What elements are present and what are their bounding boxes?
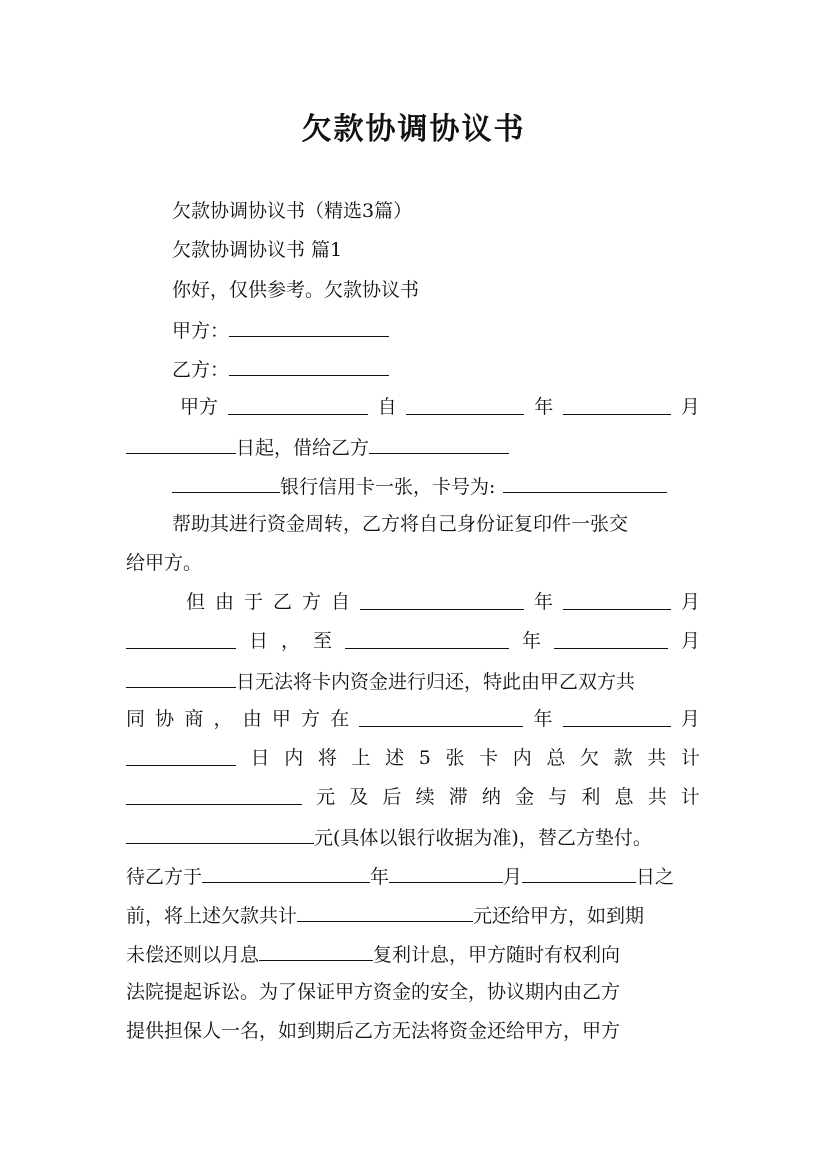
text-segment: 金 xyxy=(515,786,535,808)
party-b-blank[interactable] xyxy=(229,355,389,376)
text-segment: 上 xyxy=(351,747,371,769)
text-segment: 日之 xyxy=(636,866,675,888)
clause-line-13 xyxy=(126,862,700,890)
text-segment: 月 xyxy=(503,866,523,888)
text-segment: 日起，借给乙方 xyxy=(236,437,370,459)
blank-field[interactable] xyxy=(563,706,671,727)
text-segment: 在 xyxy=(330,708,350,730)
text-segment: 复利计息，甲方随时有权利向 xyxy=(373,944,621,966)
text-segment: 纳 xyxy=(481,786,501,808)
party-b-label: 乙方： xyxy=(172,359,230,381)
clause-line-8 xyxy=(126,667,700,695)
text-segment: 同 xyxy=(126,708,146,730)
clause-line-17: 提供担保人一名，如到期后乙方无法将资金还给甲方，甲方 xyxy=(126,1020,621,1042)
party-b-line xyxy=(172,355,700,383)
blank-field[interactable] xyxy=(359,706,523,727)
text-segment: 由 xyxy=(215,591,235,613)
text-segment: 银行信用卡一张，卡号为: xyxy=(280,476,496,498)
party-a-line xyxy=(172,316,700,344)
text-segment: ， xyxy=(213,708,233,730)
section-heading: 欠款协调协议书 篇1 xyxy=(172,239,343,261)
text-segment: 续 xyxy=(415,786,435,808)
blank-field[interactable] xyxy=(563,589,671,610)
blank-field[interactable] xyxy=(563,394,671,415)
text-segment: 共 xyxy=(647,747,667,769)
blank-field[interactable] xyxy=(228,394,368,415)
text-segment: 甲方 xyxy=(180,396,219,418)
text-segment: 总 xyxy=(546,747,566,769)
blank-field[interactable] xyxy=(126,823,314,844)
text-segment: 计 xyxy=(680,786,700,808)
clause-line-2 xyxy=(126,433,700,461)
blank-field[interactable] xyxy=(406,394,524,415)
blank-field[interactable] xyxy=(297,901,473,922)
text-segment: 张 xyxy=(445,747,465,769)
text-segment: 息 xyxy=(614,786,634,808)
text-segment: 年 xyxy=(521,630,541,652)
clause-line-16: 法院提起诉讼。为了保证甲方资金的安全，协议期内由乙方 xyxy=(126,981,621,1003)
text-segment: 述 xyxy=(385,747,405,769)
clause-line-7 xyxy=(126,628,700,654)
text-segment: 月 xyxy=(680,708,700,730)
text-segment: 月 xyxy=(680,591,700,613)
text-segment: 元 xyxy=(316,786,336,808)
blank-field[interactable] xyxy=(554,628,668,649)
clause-line-6 xyxy=(186,589,700,615)
clause-line-5: 给甲方。 xyxy=(126,552,203,574)
blank-field[interactable] xyxy=(389,862,503,883)
blank-field[interactable] xyxy=(503,472,667,493)
text-segment: 年 xyxy=(534,396,554,418)
blank-field[interactable] xyxy=(126,784,302,805)
text-segment: 由 xyxy=(242,708,262,730)
text-segment: 前，将上述欠款共计 xyxy=(126,905,298,927)
text-segment: 协 xyxy=(155,708,175,730)
party-a-blank[interactable] xyxy=(229,316,389,337)
text-segment: 乙 xyxy=(273,591,293,613)
clause-line-9 xyxy=(126,706,700,732)
text-segment: 计 xyxy=(680,747,700,769)
clause-line-15 xyxy=(126,940,700,968)
text-segment: 日无法将卡内资金进行归还，特此由甲乙双方共 xyxy=(236,671,636,693)
text-segment: 及 xyxy=(349,786,369,808)
text-segment: 滞 xyxy=(448,786,468,808)
text-segment: 自 xyxy=(377,396,397,418)
text-segment: 甲 xyxy=(271,708,291,730)
blank-field[interactable] xyxy=(522,862,636,883)
text-segment: 日 xyxy=(248,630,268,652)
text-segment: 月 xyxy=(680,630,700,652)
text-segment: 5 xyxy=(418,747,431,769)
text-segment: 月 xyxy=(680,396,700,418)
text-segment: 卡 xyxy=(479,747,499,769)
text-segment: 年 xyxy=(533,591,553,613)
text-segment: 将 xyxy=(317,747,337,769)
text-segment: 与 xyxy=(548,786,568,808)
blank-field[interactable] xyxy=(202,862,370,883)
blank-field[interactable] xyxy=(126,433,236,454)
blank-field[interactable] xyxy=(126,628,236,649)
subtitle-line: 欠款协调协议书（精选3篇） xyxy=(172,200,413,222)
clause-line-10 xyxy=(126,745,700,771)
text-segment: 方 xyxy=(301,708,321,730)
blank-field[interactable] xyxy=(172,472,280,493)
text-segment: 日 xyxy=(250,747,270,769)
text-segment: 于 xyxy=(244,591,264,613)
document-title: 欠款协调协议书 xyxy=(301,112,526,147)
text-segment: 年 xyxy=(533,708,553,730)
clause-line-11 xyxy=(126,784,700,810)
clause-line-1 xyxy=(180,394,700,420)
intro-line: 你好，仅供参考。欠款协议书 xyxy=(172,279,420,301)
text-segment: 但 xyxy=(186,591,206,613)
text-segment: 利 xyxy=(581,786,601,808)
blank-field[interactable] xyxy=(126,667,236,688)
blank-field[interactable] xyxy=(345,628,509,649)
blank-field[interactable] xyxy=(360,589,524,610)
text-segment: 方 xyxy=(302,591,322,613)
blank-field[interactable] xyxy=(259,940,373,961)
clause-line-14 xyxy=(126,901,700,929)
text-segment: 后 xyxy=(382,786,402,808)
clause-line-12 xyxy=(126,823,722,851)
clause-line-3 xyxy=(172,472,700,500)
text-segment: 元还给甲方，如到期 xyxy=(473,905,645,927)
text-segment: 至 xyxy=(312,630,332,652)
text-segment: 内 xyxy=(284,747,304,769)
text-segment: 年 xyxy=(370,866,390,888)
blank-field[interactable] xyxy=(126,745,236,766)
text-segment: 商 xyxy=(184,708,204,730)
party-a-label: 甲方： xyxy=(172,320,230,342)
text-segment: 款 xyxy=(613,747,633,769)
text-segment: 内 xyxy=(512,747,532,769)
text-segment: 欠 xyxy=(579,747,599,769)
text-segment: ， xyxy=(280,630,300,652)
clause-line-4: 帮助其进行资金周转，乙方将自己身份证复印件一张交 xyxy=(172,513,629,535)
text-segment: 自 xyxy=(331,591,351,613)
blank-field[interactable] xyxy=(369,433,509,454)
text-segment: 共 xyxy=(647,786,667,808)
text-segment: 元(具体以银行收据为准)，替乙方垫付。 xyxy=(314,827,652,849)
text-segment: 未偿还则以月息 xyxy=(126,944,260,966)
text-segment: 待乙方于 xyxy=(126,866,203,888)
